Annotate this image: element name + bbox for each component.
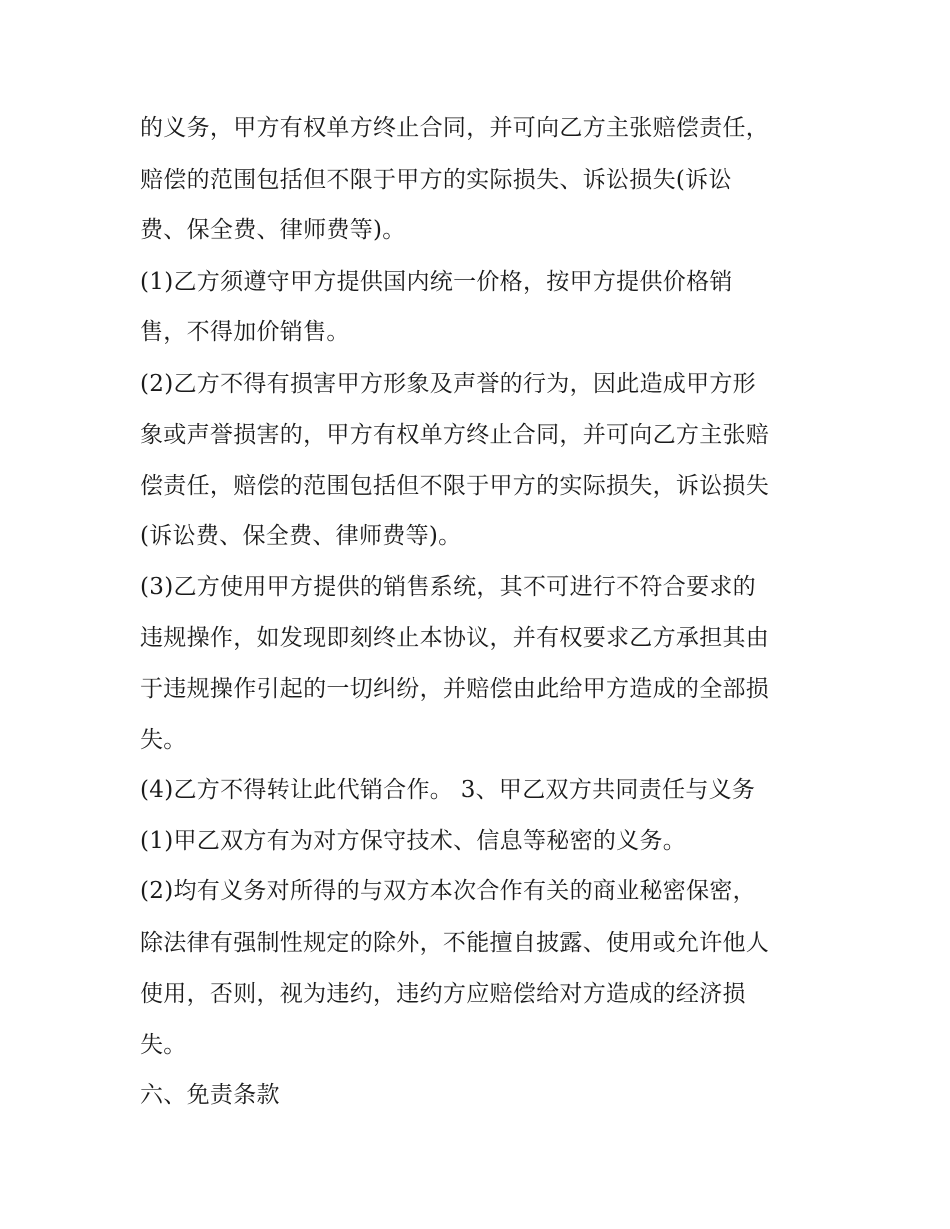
text-line: 使用，否则，视为违约，违约方应赔偿给对方造成的经济损 (140, 981, 746, 1007)
text-line: 售，不得加价销售。 (140, 319, 350, 345)
text-line: 于违规操作引起的一切纠纷，并赔偿由此给甲方造成的全部损 (140, 676, 770, 702)
text-line: 失。 (140, 727, 187, 753)
text-line: 赔偿的范围包括但不限于甲方的实际损失、诉讼损失(诉讼 (140, 167, 732, 193)
text-line: (诉讼费、保全费、律师费等)。 (140, 523, 462, 549)
text-line: 偿责任，赔偿的范围包括但不限于甲方的实际损失，诉讼损失 (140, 473, 770, 499)
text-line: (3)乙方使用甲方提供的销售系统，其不可进行不符合要求的 (140, 574, 756, 600)
text-line: 费、保全费、律师费等)。 (140, 217, 406, 243)
text-line: (1)甲乙双方有为对方保守技术、信息等秘密的义务。 (140, 828, 687, 854)
text-line: 除法律有强制性规定的除外，不能擅自披露、使用或允许他人 (140, 930, 770, 956)
text-line: (4)乙方不得转让此代销合作。 3、甲乙双方共同责任与义务 (140, 777, 756, 803)
text-line: 的义务，甲方有权单方终止合同，并可向乙方主张赔偿责任， (140, 115, 770, 141)
text-line: 违规操作，如发现即刻终止本协议，并有权要求乙方承担其由 (140, 625, 770, 651)
text-line: 失。 (140, 1032, 187, 1058)
section-heading: 六、免责条款 (140, 1082, 280, 1108)
text-line: (2)均有义务对所得的与双方本次合作有关的商业秘密保密， (140, 878, 756, 904)
text-line: (2)乙方不得有损害甲方形象及声誉的行为，因此造成甲方形 (140, 371, 756, 397)
text-line: (1)乙方须遵守甲方提供国内统一价格，按甲方提供价格销 (140, 269, 733, 295)
text-line: 象或声誉损害的，甲方有权单方终止合同，并可向乙方主张赔 (140, 422, 770, 448)
